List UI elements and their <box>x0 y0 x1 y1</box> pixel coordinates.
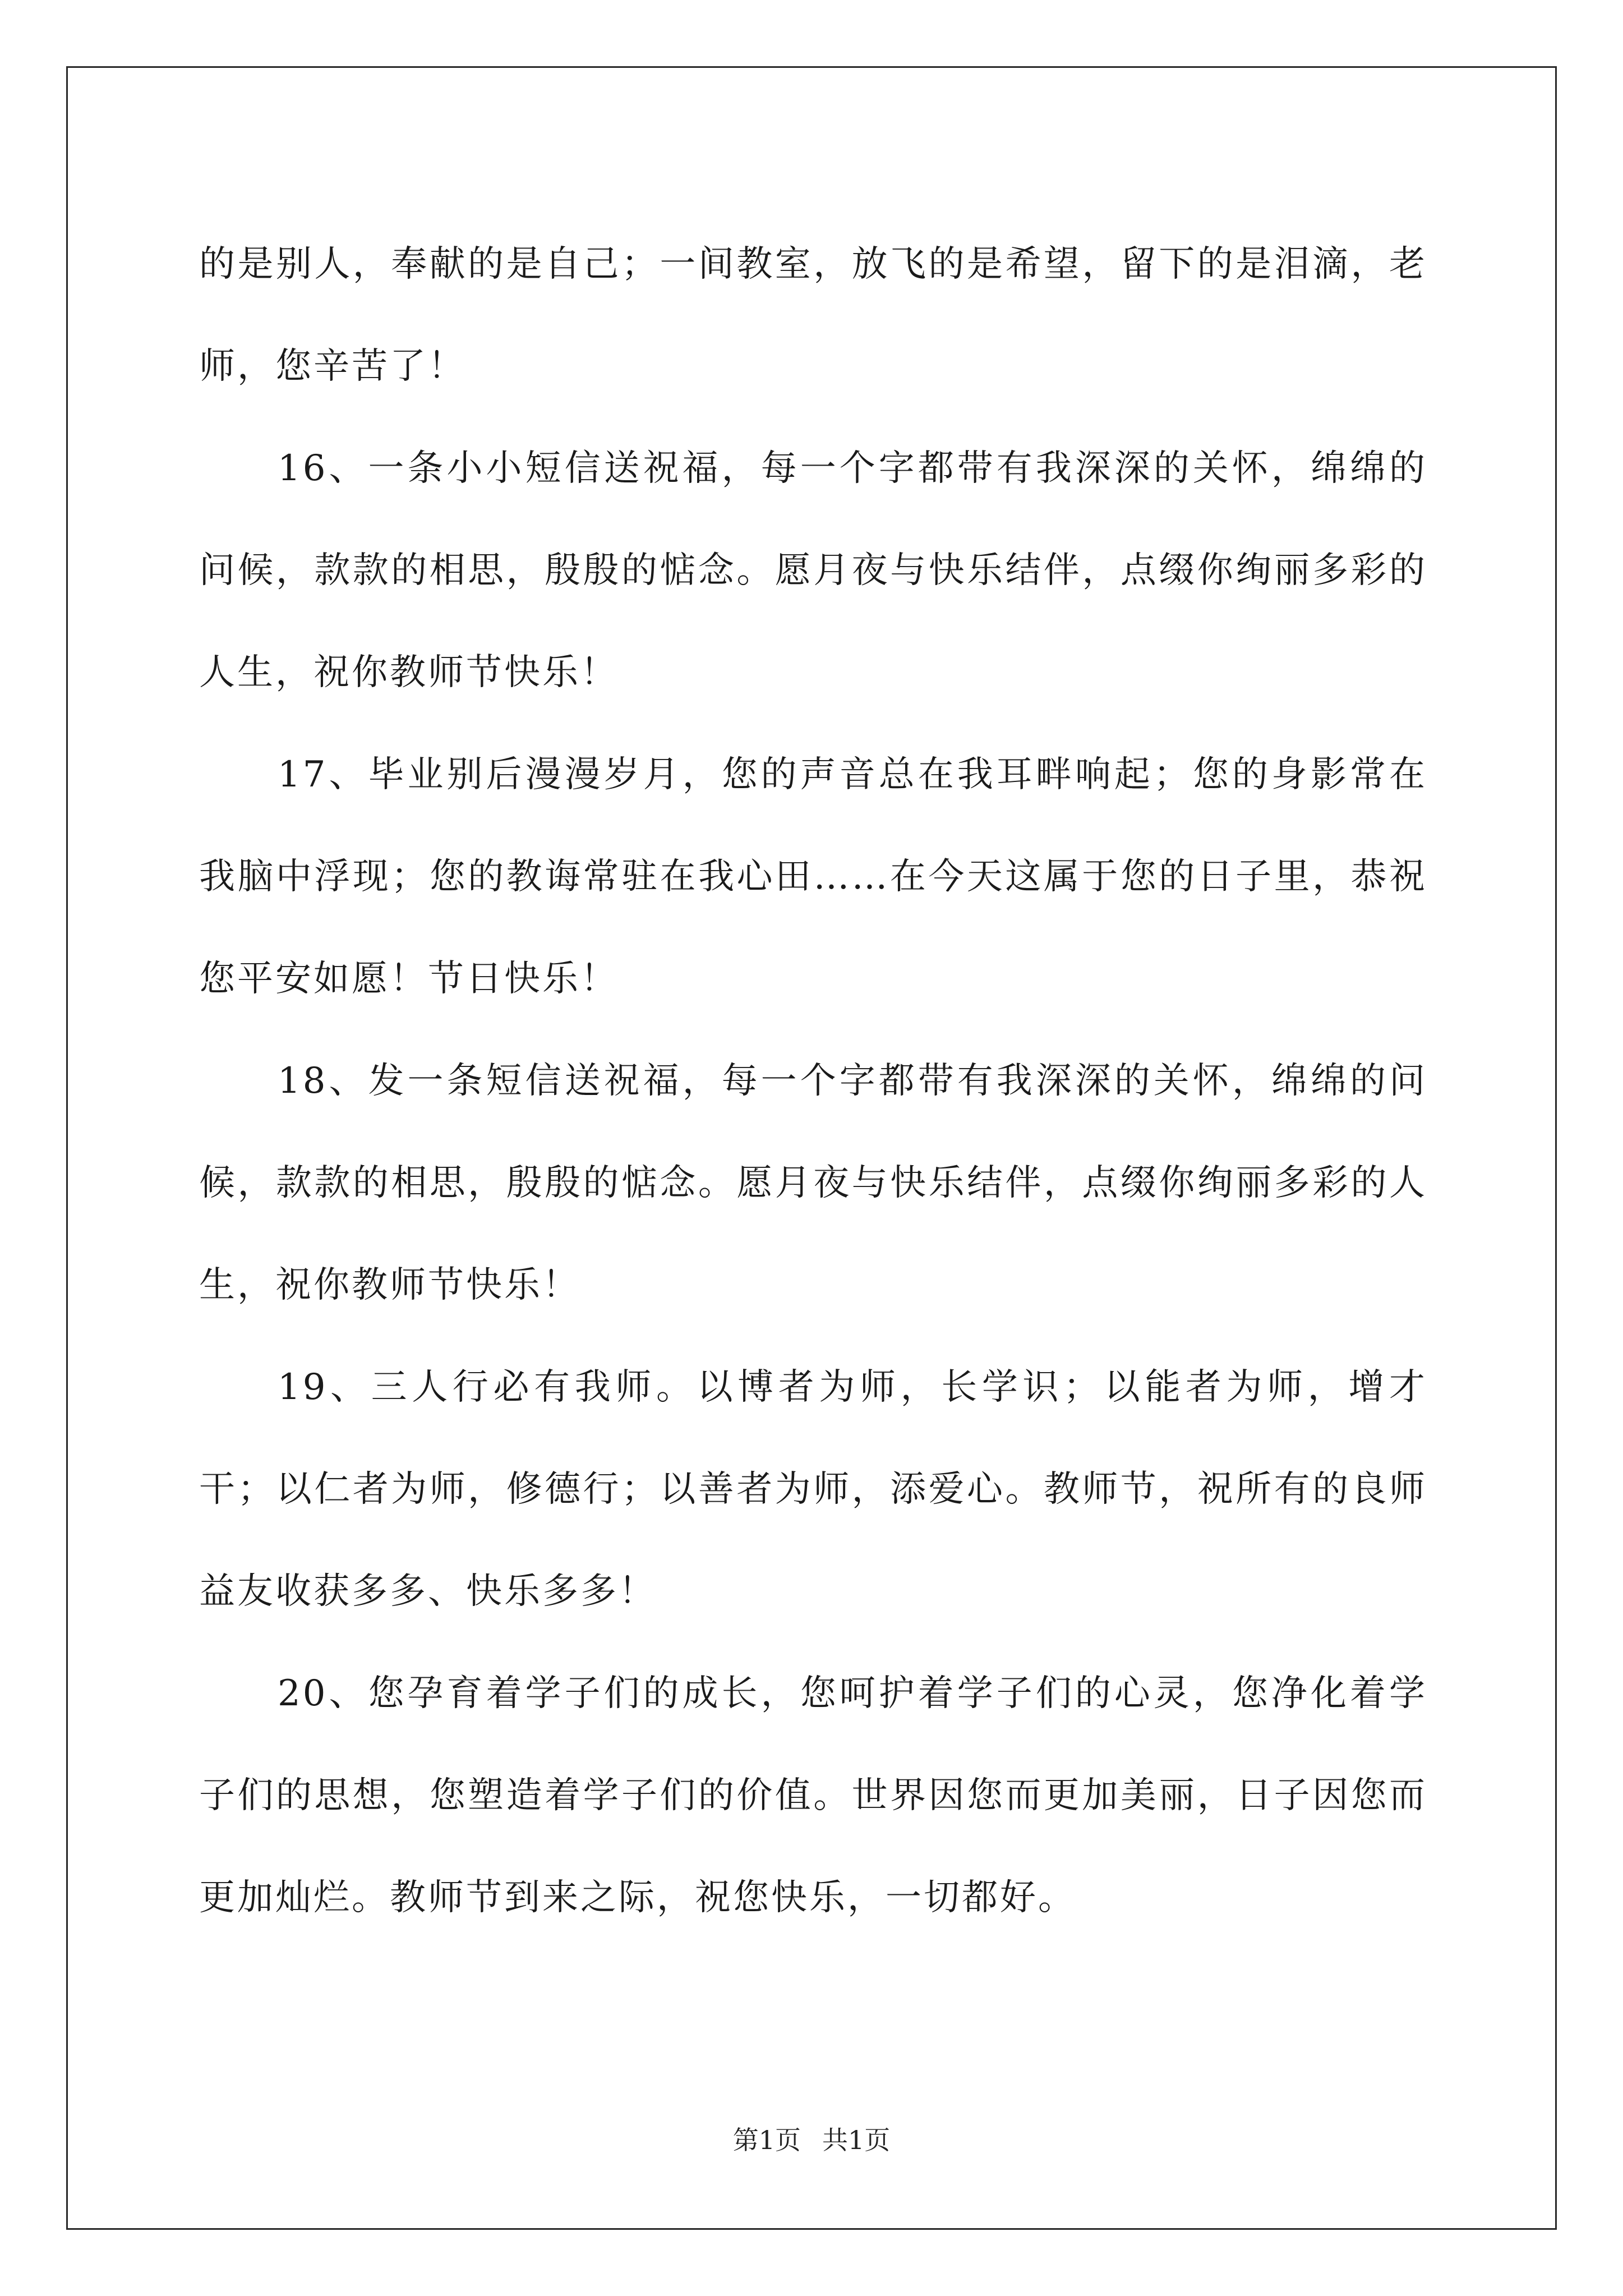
paragraph-17: 17、毕业别后漫漫岁月，您的声音总在我耳畔响起；您的身影常在我脑中浮现；您的教诲常驻在我心田……在今天这属于您的日子里，恭祝您平安如愿！节日快乐！ <box>199 754 1427 1000</box>
page-total: 共1页 <box>822 2125 891 2155</box>
document-body <box>199 213 1427 1949</box>
paragraph-16: 16、一条小小短信送祝福，每一个字都带有我深深的关怀，绵绵的问候，款款的相思，殷殷的惦念。愿月夜与快乐结伴，点缀你绚丽多彩的人生，祝你教师节快乐！ <box>199 448 1427 693</box>
page-footer <box>0 2123 1623 2157</box>
page-number: 第1页 <box>732 2125 801 2155</box>
paragraph-19: 19、三人行必有我师。以博者为师，长学识；以能者为师，增才干；以仁者为师，修德行；以善者为师，添爱心。教师节，祝所有的良师益友收获多多、快乐多多！ <box>199 1366 1427 1612</box>
paragraph-continuation: 的是别人，奉献的是自己；一间教室，放飞的是希望，留下的是泪滴，老师，您辛苦了！ <box>199 243 1427 387</box>
paragraph-18: 18、发一条短信送祝福，每一个字都带有我深深的关怀，绵绵的问候，款款的相思，殷殷的惦念。愿月夜与快乐结伴，点缀你绚丽多彩的人生，祝你教师节快乐！ <box>199 1060 1427 1306</box>
paragraph-20: 20、您孕育着学子们的成长，您呵护着学子们的心灵，您净化着学子们的思想，您塑造着学子们的价值。世界因您而更加美丽，日子因您而更加灿烂。教师节到来之际，祝您快乐，一切都好。 <box>199 1673 1427 1918</box>
